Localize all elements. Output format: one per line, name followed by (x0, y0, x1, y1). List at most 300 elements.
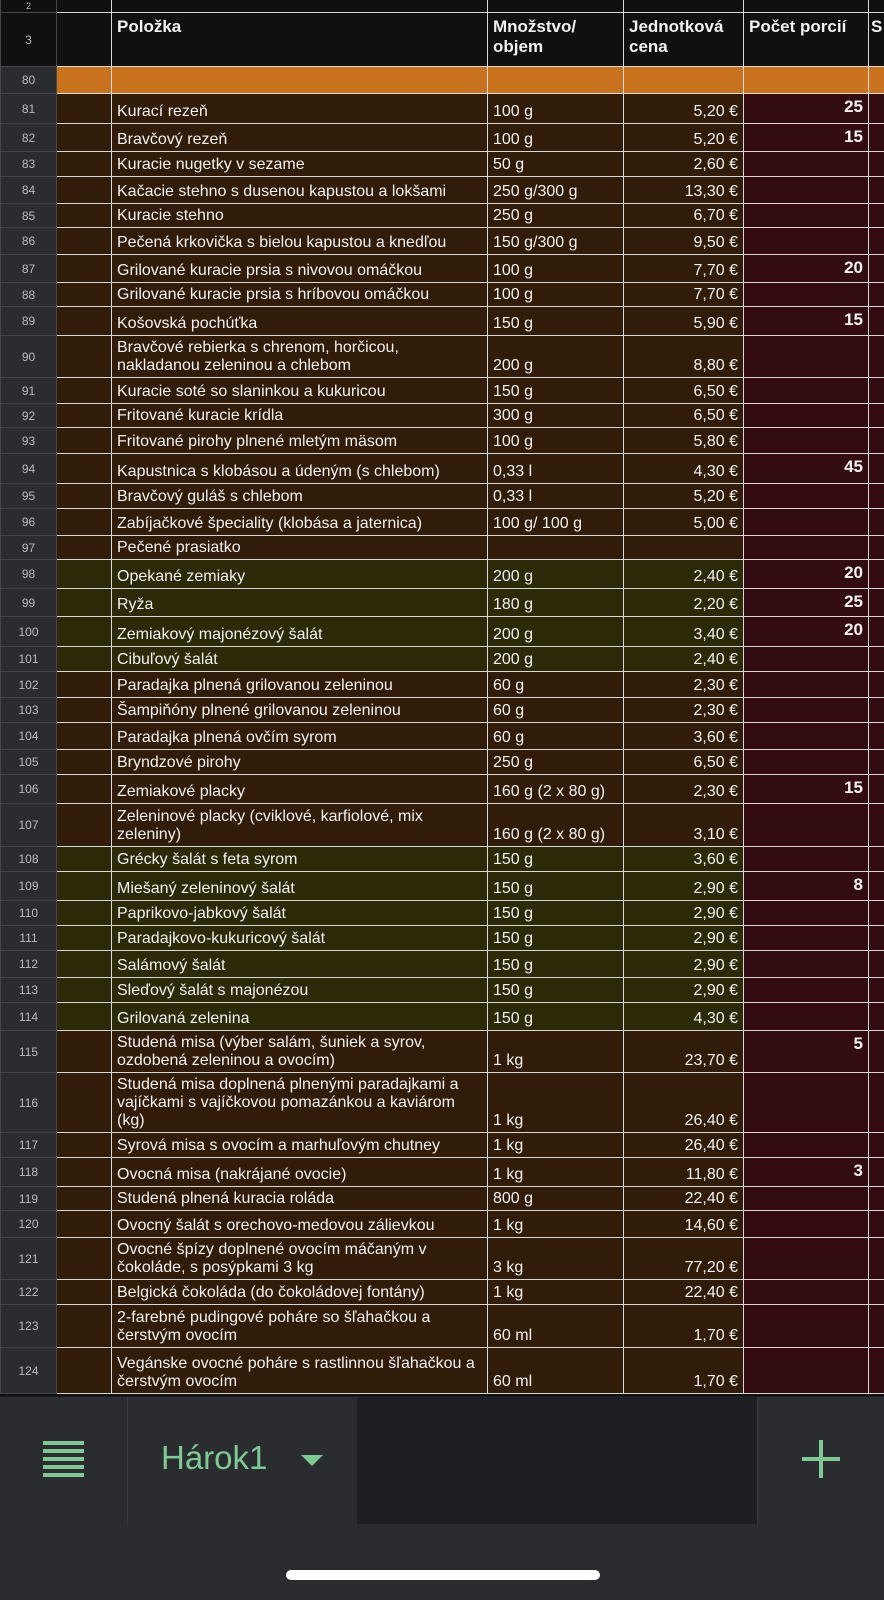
unit-price-cell[interactable]: 4,30 € (624, 1003, 744, 1031)
row-number[interactable]: 90 (1, 336, 57, 378)
unit-price-cell[interactable]: 13,30 € (624, 177, 744, 204)
next-column-cell[interactable] (869, 536, 884, 560)
category-cell[interactable] (57, 978, 112, 1003)
category-cell[interactable] (57, 872, 112, 901)
quantity-cell[interactable]: 100 g (488, 255, 624, 283)
category-cell[interactable] (57, 723, 112, 750)
unit-price-cell[interactable]: 2,40 € (624, 560, 744, 589)
next-column-cell[interactable] (869, 204, 884, 228)
unit-price-cell[interactable]: 2,40 € (624, 647, 744, 672)
row-number[interactable]: 96 (1, 509, 57, 536)
cell[interactable] (112, 67, 488, 94)
portions-cell[interactable]: 5 (744, 1031, 869, 1073)
portions-cell[interactable] (744, 204, 869, 228)
item-cell[interactable]: Ovocná misa (nakrájané ovocie) (112, 1158, 488, 1187)
category-cell[interactable] (57, 228, 112, 255)
next-column-cell[interactable] (869, 1238, 884, 1280)
item-cell[interactable]: Kuracie soté so slaninkou a kukuricou (112, 378, 488, 404)
item-cell[interactable]: Ovocné špízy doplnené ovocím máčaným v čokoláde, s posýpkami 3 kg (112, 1238, 488, 1280)
category-cell[interactable] (57, 750, 112, 775)
header-cell-blank[interactable] (57, 13, 112, 67)
unit-price-cell[interactable]: 2,90 € (624, 951, 744, 978)
next-column-cell[interactable] (869, 1133, 884, 1158)
category-cell[interactable] (57, 1073, 112, 1133)
item-cell[interactable]: Grilovaná zelenina (112, 1003, 488, 1031)
unit-price-cell[interactable]: 5,20 € (624, 484, 744, 509)
portions-cell[interactable] (744, 404, 869, 428)
quantity-cell[interactable]: 0,33 l (488, 454, 624, 484)
unit-price-cell[interactable]: 14,60 € (624, 1211, 744, 1238)
row-number[interactable]: 101 (1, 647, 57, 672)
item-cell[interactable]: Salámový šalát (112, 951, 488, 978)
quantity-cell[interactable]: 150 g (488, 378, 624, 404)
quantity-cell[interactable]: 150 g (488, 847, 624, 872)
quantity-cell[interactable]: 150 g (488, 901, 624, 926)
unit-price-cell[interactable]: 26,40 € (624, 1073, 744, 1133)
next-column-cell[interactable] (869, 775, 884, 804)
quantity-cell[interactable]: 0,33 l (488, 484, 624, 509)
portions-cell[interactable] (744, 750, 869, 775)
row-number[interactable]: 104 (1, 723, 57, 750)
portions-cell[interactable] (744, 536, 869, 560)
portions-cell[interactable]: 25 (744, 94, 869, 124)
row-number[interactable]: 99 (1, 589, 57, 617)
row-number[interactable]: 106 (1, 775, 57, 804)
next-column-cell[interactable] (869, 336, 884, 378)
home-indicator[interactable] (286, 1570, 600, 1580)
row-number[interactable]: 86 (1, 228, 57, 255)
item-cell[interactable]: Grécky šalát s feta syrom (112, 847, 488, 872)
portions-cell[interactable] (744, 378, 869, 404)
next-column-cell[interactable] (869, 951, 884, 978)
category-cell[interactable] (57, 177, 112, 204)
next-column-cell[interactable] (869, 228, 884, 255)
unit-price-cell[interactable]: 3,10 € (624, 804, 744, 847)
unit-price-cell[interactable]: 6,50 € (624, 750, 744, 775)
item-cell[interactable]: Pečená krkovička s bielou kapustou a knedľou (112, 228, 488, 255)
unit-price-cell[interactable]: 5,20 € (624, 94, 744, 124)
cell[interactable] (57, 67, 112, 94)
row-number[interactable]: 113 (1, 978, 57, 1003)
row-number[interactable]: 120 (1, 1211, 57, 1238)
row-number[interactable]: 110 (1, 901, 57, 926)
cell[interactable] (744, 67, 869, 94)
quantity-cell[interactable]: 180 g (488, 589, 624, 617)
category-cell[interactable] (57, 1348, 112, 1394)
row-number[interactable]: 88 (1, 283, 57, 307)
row-number[interactable]: 82 (1, 124, 57, 152)
item-cell[interactable]: Bravčový rezeň (112, 124, 488, 152)
quantity-cell[interactable] (488, 536, 624, 560)
item-cell[interactable]: Belgická čokoláda (do čokoládovej fontány) (112, 1280, 488, 1305)
header-item[interactable]: Položka (112, 13, 488, 67)
portions-cell[interactable] (744, 1187, 869, 1211)
item-cell[interactable]: Bryndzové pirohy (112, 750, 488, 775)
unit-price-cell[interactable]: 7,70 € (624, 255, 744, 283)
row-number[interactable]: 3 (1, 13, 57, 67)
portions-cell[interactable] (744, 336, 869, 378)
quantity-cell[interactable]: 60 g (488, 698, 624, 723)
row-number[interactable]: 116 (1, 1073, 57, 1133)
row-number[interactable]: 112 (1, 951, 57, 978)
portions-cell[interactable] (744, 152, 869, 177)
next-column-cell[interactable] (869, 124, 884, 152)
item-cell[interactable]: Studená misa (výber salám, šuniek a syrov, ozdobená zeleninou a ovocím) (112, 1031, 488, 1073)
quantity-cell[interactable]: 250 g/300 g (488, 177, 624, 204)
cell[interactable] (488, 67, 624, 94)
category-cell[interactable] (57, 589, 112, 617)
row-number[interactable]: 115 (1, 1031, 57, 1073)
quantity-cell[interactable]: 60 ml (488, 1305, 624, 1348)
item-cell[interactable]: Studená misa doplnená plnenými paradajkami a vajíčkami s vajíčkovou pomazánkou a kaviárom (kg) (112, 1073, 488, 1133)
category-cell[interactable] (57, 378, 112, 404)
unit-price-cell[interactable]: 4,30 € (624, 454, 744, 484)
quantity-cell[interactable]: 60 g (488, 672, 624, 698)
row-number[interactable]: 114 (1, 1003, 57, 1031)
category-cell[interactable] (57, 1305, 112, 1348)
quantity-cell[interactable]: 150 g (488, 926, 624, 951)
item-cell[interactable]: Paradajka plnená ovčím syrom (112, 723, 488, 750)
portions-cell[interactable]: 45 (744, 454, 869, 484)
item-cell[interactable]: Grilované kuracie prsia s nivovou omáčkou (112, 255, 488, 283)
unit-price-cell[interactable]: 11,80 € (624, 1158, 744, 1187)
portions-cell[interactable] (744, 804, 869, 847)
quantity-cell[interactable]: 100 g (488, 124, 624, 152)
unit-price-cell[interactable]: 3,60 € (624, 847, 744, 872)
portions-cell[interactable]: 20 (744, 560, 869, 589)
unit-price-cell[interactable]: 3,40 € (624, 617, 744, 647)
category-cell[interactable] (57, 283, 112, 307)
category-cell[interactable] (57, 1187, 112, 1211)
unit-price-cell[interactable]: 5,90 € (624, 307, 744, 336)
portions-cell[interactable]: 20 (744, 617, 869, 647)
row-number[interactable]: 107 (1, 804, 57, 847)
cell[interactable] (57, 0, 112, 13)
portions-cell[interactable]: 3 (744, 1158, 869, 1187)
category-cell[interactable] (57, 336, 112, 378)
next-column-cell[interactable] (869, 872, 884, 901)
row-number[interactable]: 119 (1, 1187, 57, 1211)
item-cell[interactable]: Zabíjačkové špeciality (klobása a jaternica) (112, 509, 488, 536)
category-cell[interactable] (57, 1280, 112, 1305)
row-number[interactable]: 122 (1, 1280, 57, 1305)
item-cell[interactable]: Studená plnená kuracia roláda (112, 1187, 488, 1211)
quantity-cell[interactable]: 300 g (488, 404, 624, 428)
unit-price-cell[interactable]: 3,60 € (624, 723, 744, 750)
quantity-cell[interactable]: 1 kg (488, 1158, 624, 1187)
row-number[interactable]: 89 (1, 307, 57, 336)
quantity-cell[interactable]: 160 g (2 x 80 g) (488, 775, 624, 804)
category-cell[interactable] (57, 307, 112, 336)
unit-price-cell[interactable]: 5,80 € (624, 428, 744, 454)
unit-price-cell[interactable]: 2,30 € (624, 672, 744, 698)
next-column-cell[interactable] (869, 378, 884, 404)
next-column-cell[interactable] (869, 509, 884, 536)
portions-cell[interactable] (744, 1238, 869, 1280)
category-cell[interactable] (57, 509, 112, 536)
quantity-cell[interactable]: 150 g (488, 978, 624, 1003)
next-column-cell[interactable] (869, 589, 884, 617)
cell[interactable] (488, 0, 624, 13)
portions-cell[interactable] (744, 177, 869, 204)
unit-price-cell[interactable]: 23,70 € (624, 1031, 744, 1073)
item-cell[interactable]: Sleďový šalát s majonézou (112, 978, 488, 1003)
unit-price-cell[interactable]: 1,70 € (624, 1305, 744, 1348)
header-portions[interactable]: Počet porcií (744, 13, 869, 67)
quantity-cell[interactable]: 3 kg (488, 1238, 624, 1280)
row-number[interactable]: 81 (1, 94, 57, 124)
cell[interactable] (869, 0, 884, 13)
portions-cell[interactable] (744, 1133, 869, 1158)
item-cell[interactable]: Paprikovo-jabkový šalát (112, 901, 488, 926)
next-column-cell[interactable] (869, 647, 884, 672)
category-cell[interactable] (57, 560, 112, 589)
unit-price-cell[interactable]: 5,00 € (624, 509, 744, 536)
next-column-cell[interactable] (869, 1348, 884, 1394)
item-cell[interactable]: Fritované kuracie krídla (112, 404, 488, 428)
item-cell[interactable]: 2-farebné pudingové poháre so šľahačkou a čerstvým ovocím (112, 1305, 488, 1348)
next-column-cell[interactable] (869, 723, 884, 750)
cell[interactable] (744, 0, 869, 13)
category-cell[interactable] (57, 698, 112, 723)
portions-cell[interactable] (744, 847, 869, 872)
category-cell[interactable] (57, 617, 112, 647)
row-number[interactable]: 84 (1, 177, 57, 204)
quantity-cell[interactable]: 50 g (488, 152, 624, 177)
category-cell[interactable] (57, 672, 112, 698)
next-column-cell[interactable] (869, 1158, 884, 1187)
item-cell[interactable]: Bravčové rebierka s chrenom, horčicou, nakladanou zeleninou a chlebom (112, 336, 488, 378)
category-cell[interactable] (57, 94, 112, 124)
category-cell[interactable] (57, 1238, 112, 1280)
next-column-cell[interactable] (869, 152, 884, 177)
row-number[interactable]: 123 (1, 1305, 57, 1348)
category-cell[interactable] (57, 901, 112, 926)
next-column-cell[interactable] (869, 94, 884, 124)
item-cell[interactable]: Ovocný šalát s orechovo-medovou zálievkou (112, 1211, 488, 1238)
portions-cell[interactable] (744, 978, 869, 1003)
row-number[interactable]: 103 (1, 698, 57, 723)
quantity-cell[interactable]: 800 g (488, 1187, 624, 1211)
item-cell[interactable]: Kuracie nugetky v sezame (112, 152, 488, 177)
item-cell[interactable]: Paradajka plnená grilovanou zeleninou (112, 672, 488, 698)
quantity-cell[interactable]: 60 ml (488, 1348, 624, 1394)
quantity-cell[interactable]: 100 g (488, 94, 624, 124)
unit-price-cell[interactable]: 22,40 € (624, 1187, 744, 1211)
unit-price-cell[interactable]: 2,90 € (624, 901, 744, 926)
portions-cell[interactable] (744, 509, 869, 536)
next-column-cell[interactable] (869, 307, 884, 336)
unit-price-cell[interactable]: 2,20 € (624, 589, 744, 617)
item-cell[interactable]: Opekané zemiaky (112, 560, 488, 589)
category-cell[interactable] (57, 1031, 112, 1073)
quantity-cell[interactable]: 1 kg (488, 1073, 624, 1133)
item-cell[interactable]: Vegánske ovocné poháre s rastlinnou šľahačkou a čerstvým ovocím (112, 1348, 488, 1394)
next-column-cell[interactable] (869, 1003, 884, 1031)
portions-cell[interactable] (744, 647, 869, 672)
quantity-cell[interactable]: 1 kg (488, 1133, 624, 1158)
item-cell[interactable]: Zemiakový majonézový šalát (112, 617, 488, 647)
portions-cell[interactable] (744, 428, 869, 454)
next-column-cell[interactable] (869, 255, 884, 283)
quantity-cell[interactable]: 150 g/300 g (488, 228, 624, 255)
category-cell[interactable] (57, 775, 112, 804)
all-sheets-menu-button[interactable] (0, 1397, 128, 1525)
row-number[interactable]: 2 (1, 0, 57, 13)
row-number[interactable]: 118 (1, 1158, 57, 1187)
portions-cell[interactable] (744, 901, 869, 926)
next-column-cell[interactable] (869, 1187, 884, 1211)
row-number[interactable]: 93 (1, 428, 57, 454)
next-column-cell[interactable] (869, 804, 884, 847)
quantity-cell[interactable]: 1 kg (488, 1211, 624, 1238)
portions-cell[interactable]: 15 (744, 775, 869, 804)
item-cell[interactable]: Paradajkovo-kukuricový šalát (112, 926, 488, 951)
item-cell[interactable]: Kapustnica s klobásou a údeným (s chlebom) (112, 454, 488, 484)
quantity-cell[interactable]: 200 g (488, 336, 624, 378)
cell[interactable] (112, 0, 488, 13)
row-number[interactable]: 109 (1, 872, 57, 901)
quantity-cell[interactable]: 250 g (488, 750, 624, 775)
next-column-cell[interactable] (869, 560, 884, 589)
portions-cell[interactable]: 15 (744, 124, 869, 152)
row-number[interactable]: 100 (1, 617, 57, 647)
category-cell[interactable] (57, 255, 112, 283)
category-cell[interactable] (57, 647, 112, 672)
item-cell[interactable]: Pečené prasiatko (112, 536, 488, 560)
row-number[interactable]: 92 (1, 404, 57, 428)
unit-price-cell[interactable]: 1,70 € (624, 1348, 744, 1394)
next-column-cell[interactable] (869, 1211, 884, 1238)
next-column-cell[interactable] (869, 177, 884, 204)
next-column-cell[interactable] (869, 1305, 884, 1348)
row-number[interactable]: 98 (1, 560, 57, 589)
portions-cell[interactable] (744, 283, 869, 307)
category-cell[interactable] (57, 804, 112, 847)
next-column-cell[interactable] (869, 1031, 884, 1073)
dropdown-arrow-icon[interactable] (301, 1455, 323, 1466)
row-number[interactable]: 87 (1, 255, 57, 283)
unit-price-cell[interactable]: 5,20 € (624, 124, 744, 152)
unit-price-cell[interactable]: 2,90 € (624, 926, 744, 951)
category-cell[interactable] (57, 404, 112, 428)
unit-price-cell[interactable]: 2,60 € (624, 152, 744, 177)
next-column-cell[interactable] (869, 672, 884, 698)
portions-cell[interactable] (744, 951, 869, 978)
category-cell[interactable] (57, 1003, 112, 1031)
item-cell[interactable]: Syrová misa s ovocím a marhuľovým chutney (112, 1133, 488, 1158)
unit-price-cell[interactable]: 77,20 € (624, 1238, 744, 1280)
next-column-cell[interactable] (869, 454, 884, 484)
unit-price-cell[interactable]: 9,50 € (624, 228, 744, 255)
header-unit-price[interactable]: Jednotková cena (624, 13, 744, 67)
quantity-cell[interactable]: 1 kg (488, 1280, 624, 1305)
unit-price-cell[interactable]: 7,70 € (624, 283, 744, 307)
item-cell[interactable]: Miešaný zeleninový šalát (112, 872, 488, 901)
row-number[interactable]: 121 (1, 1238, 57, 1280)
quantity-cell[interactable]: 250 g (488, 204, 624, 228)
next-column-cell[interactable] (869, 698, 884, 723)
unit-price-cell[interactable]: 26,40 € (624, 1133, 744, 1158)
quantity-cell[interactable]: 150 g (488, 307, 624, 336)
item-cell[interactable]: Zemiakové placky (112, 775, 488, 804)
category-cell[interactable] (57, 926, 112, 951)
quantity-cell[interactable]: 200 g (488, 560, 624, 589)
quantity-cell[interactable]: 200 g (488, 617, 624, 647)
next-column-cell[interactable] (869, 926, 884, 951)
category-cell[interactable] (57, 951, 112, 978)
quantity-cell[interactable]: 100 g/ 100 g (488, 509, 624, 536)
category-cell[interactable] (57, 1158, 112, 1187)
portions-cell[interactable] (744, 723, 869, 750)
portions-cell[interactable] (744, 484, 869, 509)
next-column-cell[interactable] (869, 847, 884, 872)
row-number[interactable]: 117 (1, 1133, 57, 1158)
item-cell[interactable]: Kurací rezeň (112, 94, 488, 124)
row-number[interactable]: 105 (1, 750, 57, 775)
category-cell[interactable] (57, 204, 112, 228)
portions-cell[interactable] (744, 1280, 869, 1305)
category-cell[interactable] (57, 1211, 112, 1238)
item-cell[interactable]: Šampiňóny plnené grilovanou zeleninou (112, 698, 488, 723)
item-cell[interactable]: Košovská pochúťka (112, 307, 488, 336)
next-column-cell[interactable] (869, 750, 884, 775)
item-cell[interactable]: Cibuľový šalát (112, 647, 488, 672)
quantity-cell[interactable]: 60 g (488, 723, 624, 750)
category-cell[interactable] (57, 1133, 112, 1158)
unit-price-cell[interactable]: 2,90 € (624, 872, 744, 901)
unit-price-cell[interactable]: 2,90 € (624, 978, 744, 1003)
quantity-cell[interactable]: 160 g (2 x 80 g) (488, 804, 624, 847)
quantity-cell[interactable]: 100 g (488, 283, 624, 307)
next-column-cell[interactable] (869, 484, 884, 509)
quantity-cell[interactable]: 150 g (488, 1003, 624, 1031)
quantity-cell[interactable]: 150 g (488, 872, 624, 901)
item-cell[interactable]: Ryža (112, 589, 488, 617)
portions-cell[interactable] (744, 1003, 869, 1031)
row-number[interactable]: 91 (1, 378, 57, 404)
next-column-cell[interactable] (869, 617, 884, 647)
sheet-tab-harok1[interactable] (127, 1397, 358, 1525)
portions-cell[interactable] (744, 228, 869, 255)
next-column-cell[interactable] (869, 901, 884, 926)
row-number[interactable]: 124 (1, 1348, 57, 1394)
next-column-cell[interactable] (869, 978, 884, 1003)
portions-cell[interactable] (744, 1211, 869, 1238)
item-cell[interactable]: Kuracie stehno (112, 204, 488, 228)
add-sheet-button[interactable] (757, 1397, 884, 1525)
row-number[interactable]: 83 (1, 152, 57, 177)
category-cell[interactable] (57, 536, 112, 560)
next-column-cell[interactable] (869, 1073, 884, 1133)
portions-cell[interactable] (744, 698, 869, 723)
quantity-cell[interactable]: 200 g (488, 647, 624, 672)
portions-cell[interactable]: 15 (744, 307, 869, 336)
category-cell[interactable] (57, 847, 112, 872)
next-column-cell[interactable] (869, 1280, 884, 1305)
item-cell[interactable]: Fritované pirohy plnené mletým mäsom (112, 428, 488, 454)
portions-cell[interactable] (744, 926, 869, 951)
portions-cell[interactable]: 8 (744, 872, 869, 901)
portions-cell[interactable]: 25 (744, 589, 869, 617)
category-cell[interactable] (57, 124, 112, 152)
quantity-cell[interactable]: 150 g (488, 951, 624, 978)
next-column-cell[interactable] (869, 428, 884, 454)
category-cell[interactable] (57, 484, 112, 509)
portions-cell[interactable] (744, 1305, 869, 1348)
category-cell[interactable] (57, 454, 112, 484)
row-number[interactable]: 94 (1, 454, 57, 484)
